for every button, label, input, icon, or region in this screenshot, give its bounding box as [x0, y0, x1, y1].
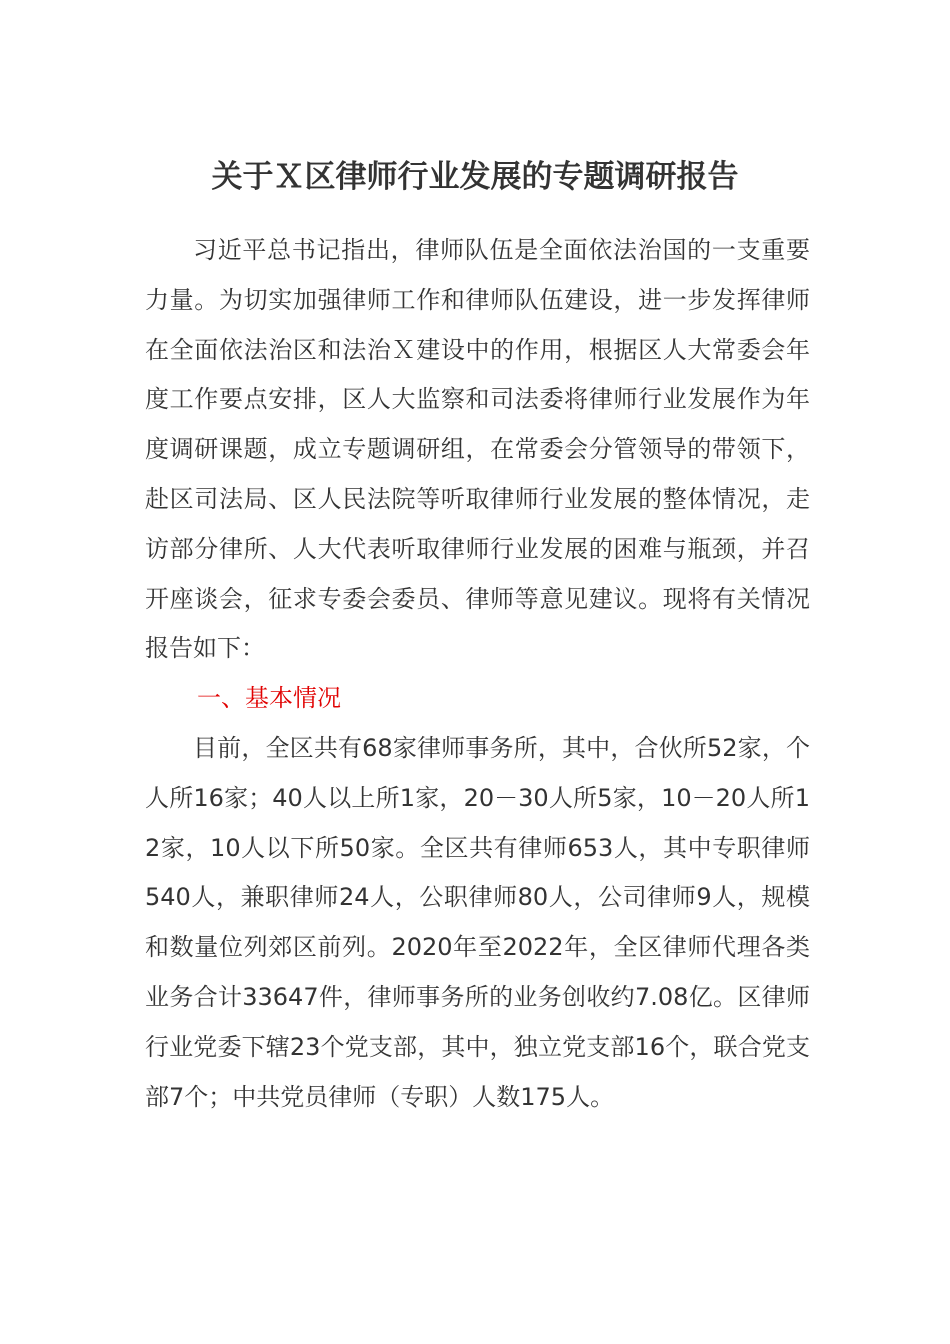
- section-heading-basic-situation: 一、基本情况: [197, 684, 341, 713]
- basic-situation-paragraph: 目前，全区共有68家律师事务所，其中，合伙所52家，个人所16家；40人以上所1家，20－30人所5家，10－20人所12家，10人以下所50家。全区共有律师653人，其中专职律师540人，兼职律师24人，公职律师80人，公司律师9人，规模和数量位列郊区前列。2020年至2022年，全区律师代理各类业务合计33647件，律师事务所的业务创收约7.08亿。区律师行业党委下辖23个党支部，其中，独立党支部16个，联合党支部7个；中共党员律师（专职）人数175人。: [145, 733, 810, 1111]
- report-body: [145, 226, 810, 1122]
- report-title: 关于Ｘ区律师行业发展的专题调研报告: [211, 159, 739, 195]
- intro-paragraph: 习近平总书记指出，律师队伍是全面依法治国的一支重要力量。为切实加强律师工作和律师队伍建设，进一步发挥律师在全面依法治区和法治Ｘ建设中的作用，根据区人大常委会年度工作要点安排，区人大监察和司法委将律师行业发展作为年度调研课题，成立专题调研组，在常委会分管领导的带领下，赴区司法局、区人民法院等听取律师行业发展的整体情况，走访部分律所、人大代表听取律师行业发展的困难与瓶颈，并召开座谈会，征求专委会委员、律师等意见建议。现将有关情况报告如下：: [145, 236, 810, 663]
